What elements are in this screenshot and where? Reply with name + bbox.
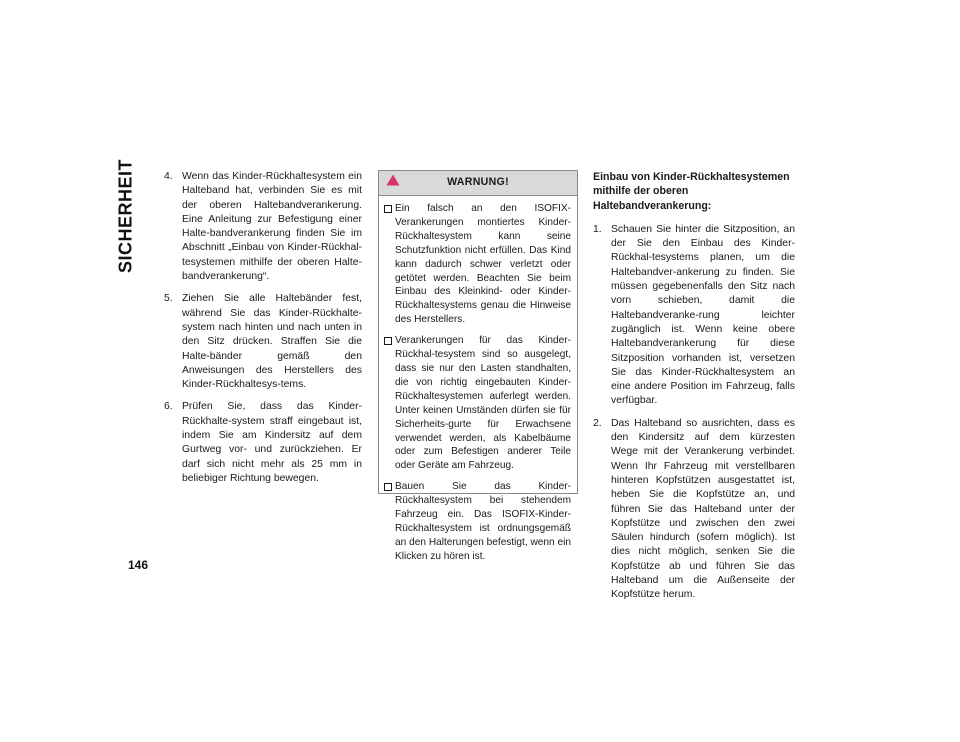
warning-header	[379, 171, 577, 196]
heading-line: Einbau von Kinder-Rückhaltesystemen	[593, 171, 790, 183]
section-side-tab	[106, 158, 146, 274]
list-item	[164, 292, 362, 392]
step-list-left	[164, 170, 362, 486]
step-text: Prüfen Sie, dass das Kinder-Rückhalte-system straff eingebaut ist, indem Sie am Kindersitz auf dem Gurtweg vor- und zurückziehen. Er darf sich nicht mehr als 25 mm in beliebiger Richtung bewegen.	[182, 401, 362, 484]
left-column	[164, 170, 362, 494]
warning-text: Ein falsch an den ISOFIX-Verankerungen montiertes Kinder-Rückhaltesystem kann seine Schutzfunktion nicht erfüllen. Das Kind kann dadurch schwer verletzt oder getötet werden. Beachten Sie beim Einbau des Kleinkind- oder Kinder-Rückhaltesystems genau die Hinweise des Herstellers.	[395, 203, 571, 326]
section-label: SICHERHEIT	[115, 158, 136, 274]
warning-body	[379, 196, 577, 564]
section-heading	[593, 170, 795, 213]
warning-text: Verankerungen für das Kinder-Rückhal-tesystem sind so ausgelegt, dass sie nur den Lasten standhalten, die von richtig eingebauten Kinder-Rückhaltesystemen auferlegt werden. Unter keinen Umständen dürfen sie für Sicherheits-gurte für Erwachsene verwendet werden, als Kabelbäume oder zum Befestigen anderer Teile oder Geräte am Fahrzeug.	[395, 335, 571, 472]
step-number: 6.	[164, 401, 173, 413]
step-text: Wenn das Kinder-Rückhaltesystem ein Halteband hat, verbinden Sie es mit der oberen Haltebandverankerung. Eine Anleitung zur Befestigung einer Halte-bandverankerung finden Sie im Abschnitt „Einbau von Kinder-Rückhal-tesystemen mithilfe der oberen Halte-bandverankerung“.	[182, 171, 362, 283]
step-number: 1.	[593, 223, 602, 235]
list-item	[593, 223, 795, 409]
warning-text: Bauen Sie das Kinder-Rückhaltesystem bei stehendem Fahrzeug ein. Das ISOFIX-Kinder-Rückhaltesystem ist ordnungsgemäß an den Halterungen befestigt, wenn ein Klicken zu hören ist.	[395, 481, 571, 562]
step-number: 2.	[593, 417, 602, 429]
list-item	[384, 480, 571, 563]
step-list-right	[593, 223, 795, 603]
bullet-square-icon	[384, 202, 395, 327]
list-item	[384, 202, 571, 327]
bullet-square-icon	[384, 334, 395, 473]
step-number: 4.	[164, 171, 173, 182]
page-number: 146	[128, 558, 149, 572]
warning-box	[378, 170, 578, 562]
step-text: Ziehen Sie alle Haltebänder fest, während Sie das Kinder-Rückhalte-system nach hinten und nach unten in den Sitz drücken. Straffen Sie die Halte-bänder gemäß den Anweisungen des Herstellers des Kinder-Rückhaltesys-tems.	[182, 293, 362, 391]
list-item	[164, 170, 362, 284]
warning-title: WARNUNG!	[447, 176, 509, 188]
step-text: Das Halteband so ausrichten, dass es den Kindersitz auf dem kürzesten Wege mit der Verankerung verbindet. Wenn Ihr Fahrzeug mit verstellbaren hinteren Kopfstützen ausgestattet ist, heben Sie die Kopfstütze an, und führen Sie das Halteband unter der Kopfstütze und zwischen den zwei Säulen hindurch (sofern möglich). Ist dies nicht möglich, senken Sie die Kopfstütze ab und führen Sie das Halteband um die Außenseite der Kopfstütze herum.	[611, 417, 795, 601]
bullet-square-icon	[384, 480, 395, 563]
heading-line: mithilfe der oberen Haltebandverankerung:	[593, 185, 712, 212]
list-item	[164, 400, 362, 486]
list-item	[593, 417, 795, 603]
step-number: 5.	[164, 293, 173, 305]
step-text: Schauen Sie hinter die Sitzposition, an der Sie den Einbau des Kinder-Rückhal-tesystems planen, um die Haltebandver-ankerung zu finden. Sie müssen gegebenenfalls den Sitz nach vorn schieben, damit die Haltebandveranke-rung leichter zugänglich ist. Wenn keine obere Haltebandverankerung für diese Sitzposition vorhanden ist, versetzen Sie das Kinder-Rückhaltesystem an eine andere Position im Fahrzeug, falls verfügbar.	[611, 223, 795, 407]
right-column	[593, 170, 795, 611]
list-item	[384, 334, 571, 473]
